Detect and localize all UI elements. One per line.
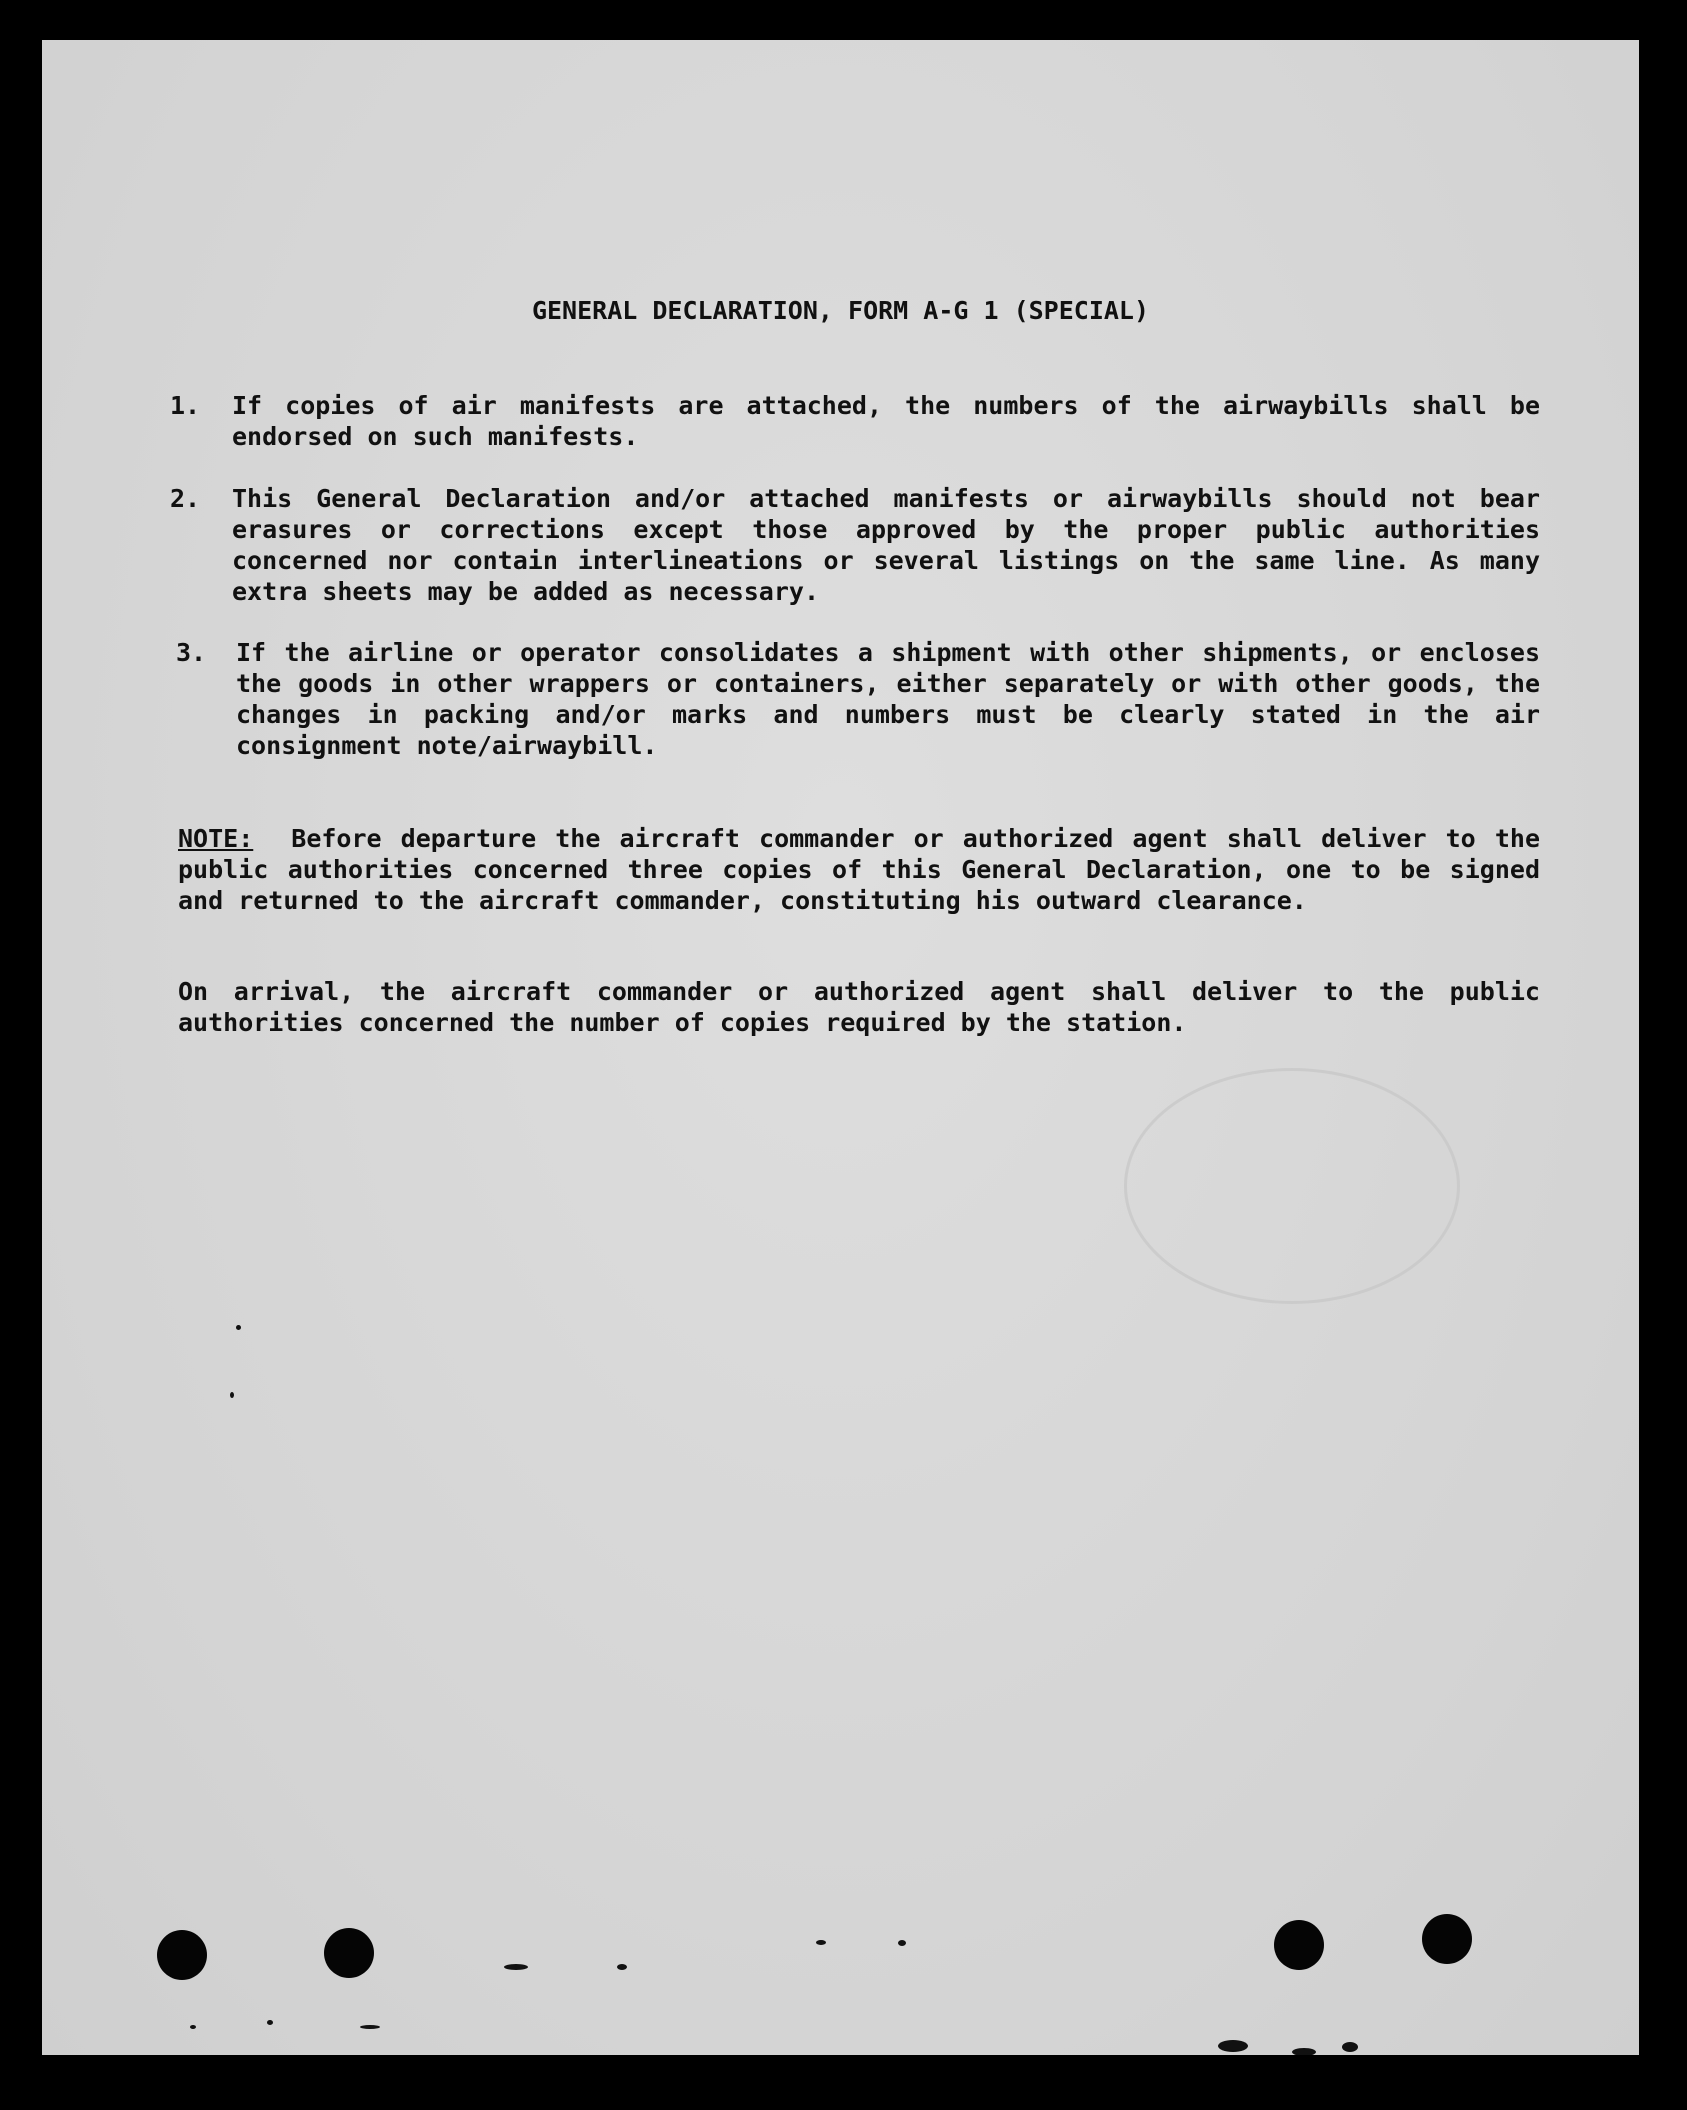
item-number: 1. — [170, 391, 201, 420]
speck — [1342, 2042, 1358, 2052]
speck — [267, 2020, 273, 2025]
speck — [898, 1940, 906, 1946]
document-title: GENERAL DECLARATION, FORM A-G 1 (SPECIAL) — [531, 296, 1150, 325]
speck — [617, 1964, 627, 1970]
item-text: This General Declaration and/or attached manifests or airwaybills should not bear erasures or corrections except those approved by the proper public authorities concerned nor contain interlineations or several listings on the same line. As many extra sheets may be added as necessary. — [232, 484, 1540, 606]
punch-hole — [324, 1928, 374, 1978]
arrival-paragraph: On arrival, the aircraft commander or authorized agent shall deliver to the public authorities concerned the number of copies required by the station. — [178, 977, 1540, 1037]
speck — [1292, 2048, 1316, 2055]
document-sheet — [42, 40, 1639, 2055]
item-number: 2. — [170, 484, 201, 513]
speck — [816, 1940, 826, 1945]
speck — [1218, 2040, 1248, 2052]
note-paragraph — [178, 823, 1540, 916]
speck — [360, 2025, 380, 2029]
note-label: NOTE: — [178, 824, 254, 853]
speck — [190, 2025, 196, 2029]
speck — [236, 1325, 241, 1330]
item-text: If copies of air manifests are attached, the numbers of the airwaybills shall be endorsed on such manifests. — [232, 391, 1540, 451]
speck — [504, 1964, 528, 1970]
note-text: Before departure the aircraft commander or authorized agent shall deliver to the public authorities concerned three copies of this General Declaration, one to be signed and returned to the aircraft commander, constituting his outward clearance. — [178, 824, 1540, 915]
speck — [230, 1392, 234, 1398]
faded-stamp — [1124, 1068, 1460, 1304]
punch-hole — [1274, 1920, 1324, 1970]
punch-hole — [1422, 1914, 1472, 1964]
item-number: 3. — [176, 638, 207, 667]
punch-hole — [157, 1930, 207, 1980]
item-text: If the airline or operator consolidates a shipment with other shipments, or encloses the goods in other wrappers or containers, either separately or with other goods, the changes in packing and/or marks and numbers must be clearly stated in the air consignment note/airwaybill. — [236, 638, 1540, 760]
